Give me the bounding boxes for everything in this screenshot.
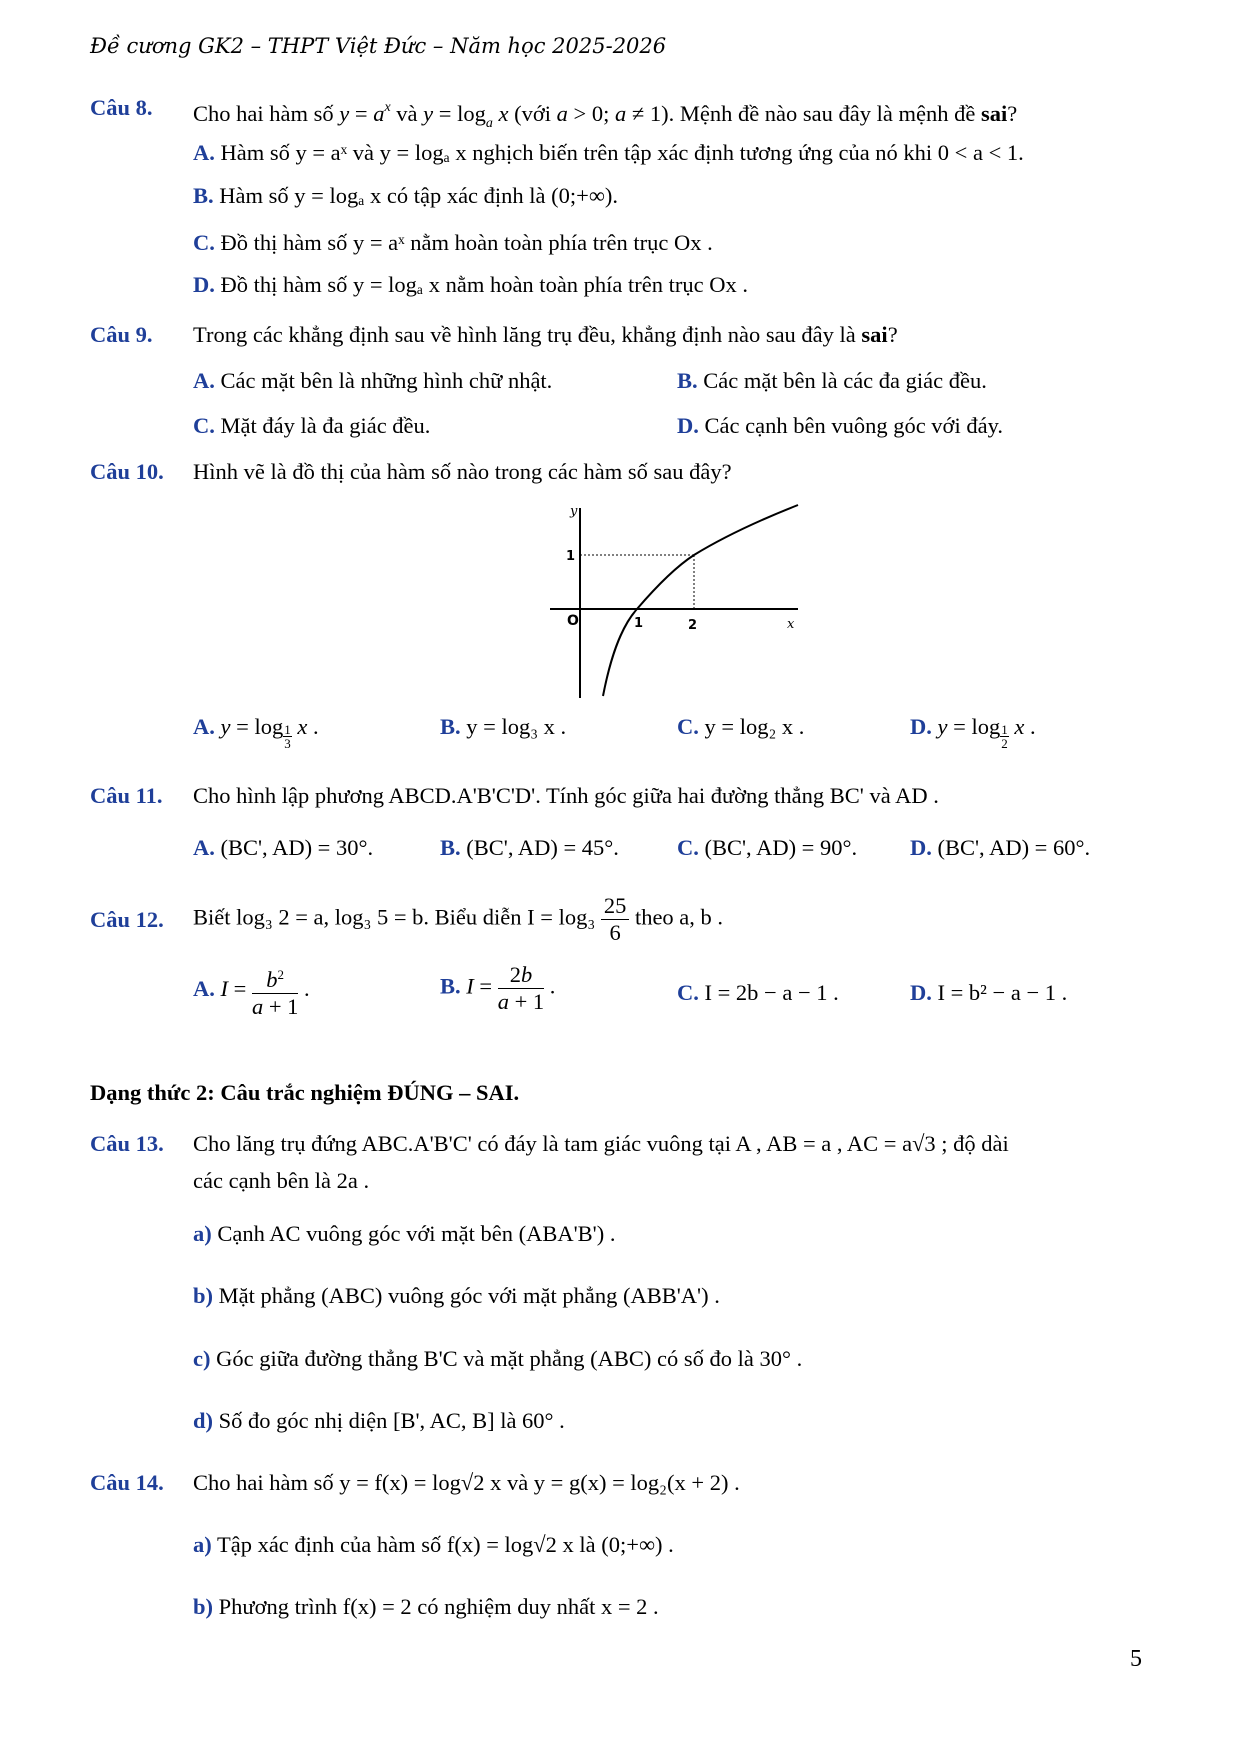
stem-text-2: Mệnh đề nào sau đây là mệnh đề — [679, 101, 976, 126]
option-a — [193, 833, 373, 863]
log-curve — [603, 505, 798, 696]
statement-text: Tập xác định của hàm số f(x) = log√2 x là (0;+∞) . — [216, 1532, 674, 1557]
statement-label: a) — [193, 1532, 212, 1557]
option-label: D. — [193, 272, 215, 297]
stem-text: Hình vẽ là đồ thị của hàm số nào trong các hàm số sau đây? — [193, 459, 732, 484]
option-text: I = b² − a − 1 . — [937, 980, 1068, 1005]
statement-b — [193, 1281, 720, 1311]
option-text: Hàm số y = logₐ x có tập xác định là (0;+∞). — [219, 183, 619, 208]
option-b: B. I = $\frac{2b}{a + 1}$ . — [440, 962, 556, 1014]
option-label: B. — [677, 368, 698, 393]
option-c — [677, 978, 839, 1008]
base-one-third: $\frac{1}{3}$ — [284, 722, 291, 751]
option-label: C. — [193, 413, 215, 438]
section-title: Dạng thức 2: Câu trắc nghiệm ĐÚNG – SAI. — [90, 1080, 520, 1105]
stem-line-2: các cạnh bên là 2a . — [193, 1168, 370, 1193]
option-label: A. — [193, 140, 215, 165]
question-label: Câu 14. — [90, 1470, 164, 1495]
statement-label: a) — [193, 1221, 212, 1246]
base-one-half: $\frac{1}{2}$ — [1001, 722, 1008, 751]
option-a: A. y = log $\frac{1}{3}$ x . — [193, 714, 319, 751]
statement-a — [193, 1219, 615, 1249]
option-label: A. — [193, 835, 215, 860]
option-label: A. — [193, 368, 215, 393]
fraction-2b-a1: $\frac{2b}{a + 1}$ — [497, 962, 545, 1014]
option-label: B. — [440, 835, 461, 860]
option-label: C. — [677, 980, 699, 1005]
statement-text: Góc giữa đường thẳng B'C và mặt phẳng (ABC) có số đo là 30° . — [216, 1346, 803, 1371]
statement-label: c) — [193, 1346, 211, 1371]
stem-emphasis: sai — [981, 101, 1008, 126]
stem-text: Trong các khẳng định sau về hình lăng trụ đều, khẳng định nào sau đây là — [193, 322, 856, 347]
option-b — [440, 712, 566, 742]
log-graph — [550, 500, 800, 700]
statement-text: Số đo góc nhị diện [B', AC, B] là 60° . — [218, 1408, 565, 1433]
option-text: (BC', AD) = 30°. — [220, 835, 374, 860]
option-label: C. — [677, 714, 699, 739]
statement-label: b) — [193, 1283, 214, 1308]
option-label: D. — [910, 835, 932, 860]
option-c — [193, 228, 713, 258]
statement-text: Mặt phẳng (ABC) vuông góc với mặt phẳng (ABB'A') . — [218, 1283, 720, 1308]
stem-line-1: Cho lăng trụ đứng ABC.A'B'C' có đáy là tam giác vuông tại A , AB = a , AC = a√3 ; độ dài — [193, 1131, 1009, 1156]
statement-text: Phương trình f(x) = 2 có nghiệm duy nhất x = 2 . — [218, 1594, 659, 1619]
option-a — [193, 138, 1024, 168]
option-label: A. — [193, 976, 215, 1002]
option-b — [193, 181, 618, 211]
option-d — [677, 411, 1003, 441]
origin-label: O — [567, 613, 579, 629]
option-d: D. y = log $\frac{1}{2}$ x . — [910, 714, 1036, 751]
question-label: Câu 12. — [90, 907, 164, 932]
y-axis-label: y — [570, 504, 578, 519]
option-text: Các mặt bên là những hình chữ nhật. — [220, 368, 553, 393]
option-label: B. — [440, 714, 461, 739]
stem-text: Cho hai hàm số y = f(x) = log√2 x và y = g(x) = log₂(x + 2) . — [193, 1470, 740, 1495]
option-b — [440, 833, 619, 863]
option-b — [677, 366, 987, 396]
stem-text: Cho hình lập phương ABCD.A'B'C'D'. Tính góc giữa hai đường thẳng BC' và AD . — [193, 783, 939, 808]
option-c — [677, 712, 804, 742]
question-label: Câu 11. — [90, 783, 163, 808]
option-text: (BC', AD) = 45°. — [466, 835, 619, 860]
statement-a — [193, 1530, 674, 1560]
statement-label: d) — [193, 1408, 214, 1433]
option-text: Đồ thị hàm số y = aˣ nằm hoàn toàn phía trên trục Ox . — [220, 230, 713, 255]
option-label: D. — [910, 980, 932, 1005]
option-a — [193, 366, 552, 396]
option-label: A. — [193, 714, 215, 739]
stem-emphasis: sai — [861, 322, 888, 347]
option-text: Các mặt bên là các đa giác đều. — [703, 368, 987, 393]
tick-y-1: 1 — [566, 549, 576, 564]
question-label: Câu 10. — [90, 459, 164, 484]
option-label: C. — [677, 835, 699, 860]
option-text: y = log₂ x . — [704, 714, 805, 739]
statement-b — [193, 1592, 659, 1622]
option-text: Đồ thị hàm số y = logₐ x nằm hoàn toàn phía trên trục Ox . — [220, 272, 748, 297]
statement-c — [193, 1344, 802, 1374]
page-header: Đề cương GK2 – THPT Việt Đức – Năm học 2025-2026 — [90, 34, 667, 58]
option-text: I = 2b − a − 1 . — [704, 980, 839, 1005]
fraction-b2-a1: $\frac{b^2}{a + 1}$ — [252, 962, 298, 1020]
option-label: D. — [677, 413, 699, 438]
option-a: A. I = $\frac{b^2}{a + 1}$ . — [193, 962, 310, 1020]
option-label: B. — [193, 183, 214, 208]
fraction-25-6: $\frac{25}{6}$ — [601, 893, 630, 946]
x-axis-label: x — [787, 617, 795, 632]
page-number: 5 — [1130, 1646, 1142, 1672]
question-stem: Cho hai hàm số $y = a^x$ và $y = \log_a x$ (với a > 0; a ≠ 1). Mệnh đề nào sau đây là mệnh đề sai? — [193, 100, 1018, 131]
option-text: Các cạnh bên vuông góc với đáy. — [704, 413, 1003, 438]
option-d — [910, 978, 1067, 1008]
statement-text: Cạnh AC vuông góc với mặt bên (ABA'B') . — [217, 1221, 616, 1246]
option-label: B. — [440, 973, 461, 999]
question-label: Câu 9. — [90, 322, 153, 347]
option-c — [677, 833, 857, 863]
tick-x-2: 2 — [688, 618, 698, 633]
statement-label: b) — [193, 1594, 214, 1619]
stem-text: Biết log₃ 2 = a, log₃ 5 = b. Biểu diễn I = log₃ — [193, 904, 596, 930]
option-text: Hàm số y = aˣ và y = logₐ x nghịch biến trên tập xác định tương ứng của nó khi 0 < a < 1. — [220, 140, 1024, 165]
option-text: (BC', AD) = 90°. — [704, 835, 858, 860]
option-text: Mặt đáy là đa giác đều. — [220, 413, 431, 438]
statement-d — [193, 1406, 565, 1436]
option-c — [193, 411, 430, 441]
option-text: y = log₃ x . — [466, 714, 567, 739]
question-label: Câu 13. — [90, 1131, 164, 1156]
stem-text-2: theo a, b . — [634, 904, 724, 930]
stem-text: Cho hai hàm số — [193, 101, 334, 126]
option-text: (BC', AD) = 60°. — [937, 835, 1091, 860]
option-d — [910, 833, 1090, 863]
tick-x-1: 1 — [634, 616, 644, 631]
option-label: D. — [910, 714, 932, 739]
question-label: Câu 8. — [90, 95, 153, 120]
option-label: C. — [193, 230, 215, 255]
option-d — [193, 270, 748, 300]
